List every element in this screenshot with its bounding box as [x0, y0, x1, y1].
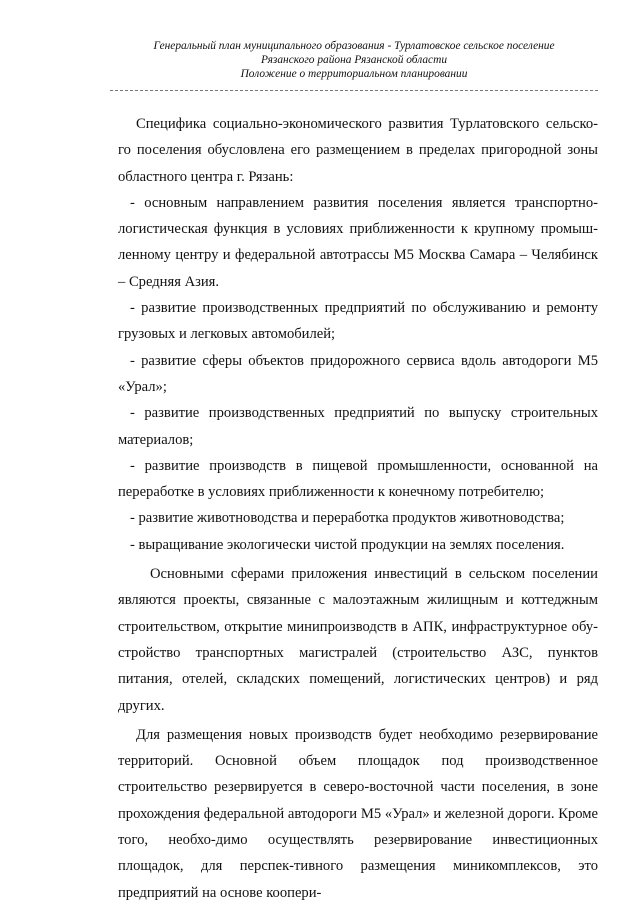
- list-item: - основным направлением развития поселения является транспортно-логистическая функция в условиях приближенности к крупному промыш-ленному центру и федеральной автотрассы М5 Москва Самара – Челябинск – Средняя Азия.: [118, 194, 598, 290]
- page-header: [110, 40, 598, 81]
- list-item: - развитие животноводства и переработка продуктов животноводства;: [130, 510, 565, 527]
- intro-paragraph: Специфика социально-экономического развития Турлатовского сельско-го поселения обусловлена его размещением в пределах пригородной зоны областного центра г. Рязань:: [118, 116, 598, 185]
- document-body: [118, 111, 598, 906]
- reservation-paragraph: Для размещения новых производств будет необходимо резервирование территорий. Основной объем площадок под производственное строительство резервируется в северо-восточной части поселения, в зоне прохождения федеральной автодороги М5 «Урал» и железной дороги. Кроме того, необхо-димо осуществлять резервирование инвестиционных площадок, для перспек-тивного размещения миникомплексов, это предприятий на основе коопери-: [118, 726, 598, 901]
- header-divider: [110, 90, 598, 91]
- list-item: - развитие производственных предприятий по выпуску строительных материалов;: [118, 405, 598, 448]
- list-item: - развитие производств в пищевой промышленности, основанной на переработке в условиях приближенности к конечному потребителю;: [118, 457, 598, 501]
- investment-paragraph: Основными сферами приложения инвестиций в сельском поселении являются проекты, связанные с малоэтажным жилищным и коттеджным строительством, открытие минипроизводств в АПК, инфраструктурное обу-стройство транспортных магистралей (строительство АЗС, пунктов питания, отелей, складских помещений, логистических центров) и ряд других.: [118, 566, 598, 714]
- list-item: - развитие сферы объектов придорожного сервиса вдоль автодороги М5 «Урал»;: [118, 352, 598, 395]
- list-item: - выращивание экологически чистой продукции на землях поселения.: [130, 536, 565, 553]
- header-line-district: Рязанского района Рязанской области: [260, 53, 448, 66]
- header-line-plan-title: Генеральный план муниципального образования - Турлатовское сельское поселение: [153, 40, 555, 52]
- header-line-document-name: Положение о территориальном планировании: [240, 67, 468, 80]
- list-item: - развитие производственных предприятий по обслуживанию и ремонту грузовых и легковых автомобилей;: [118, 300, 598, 343]
